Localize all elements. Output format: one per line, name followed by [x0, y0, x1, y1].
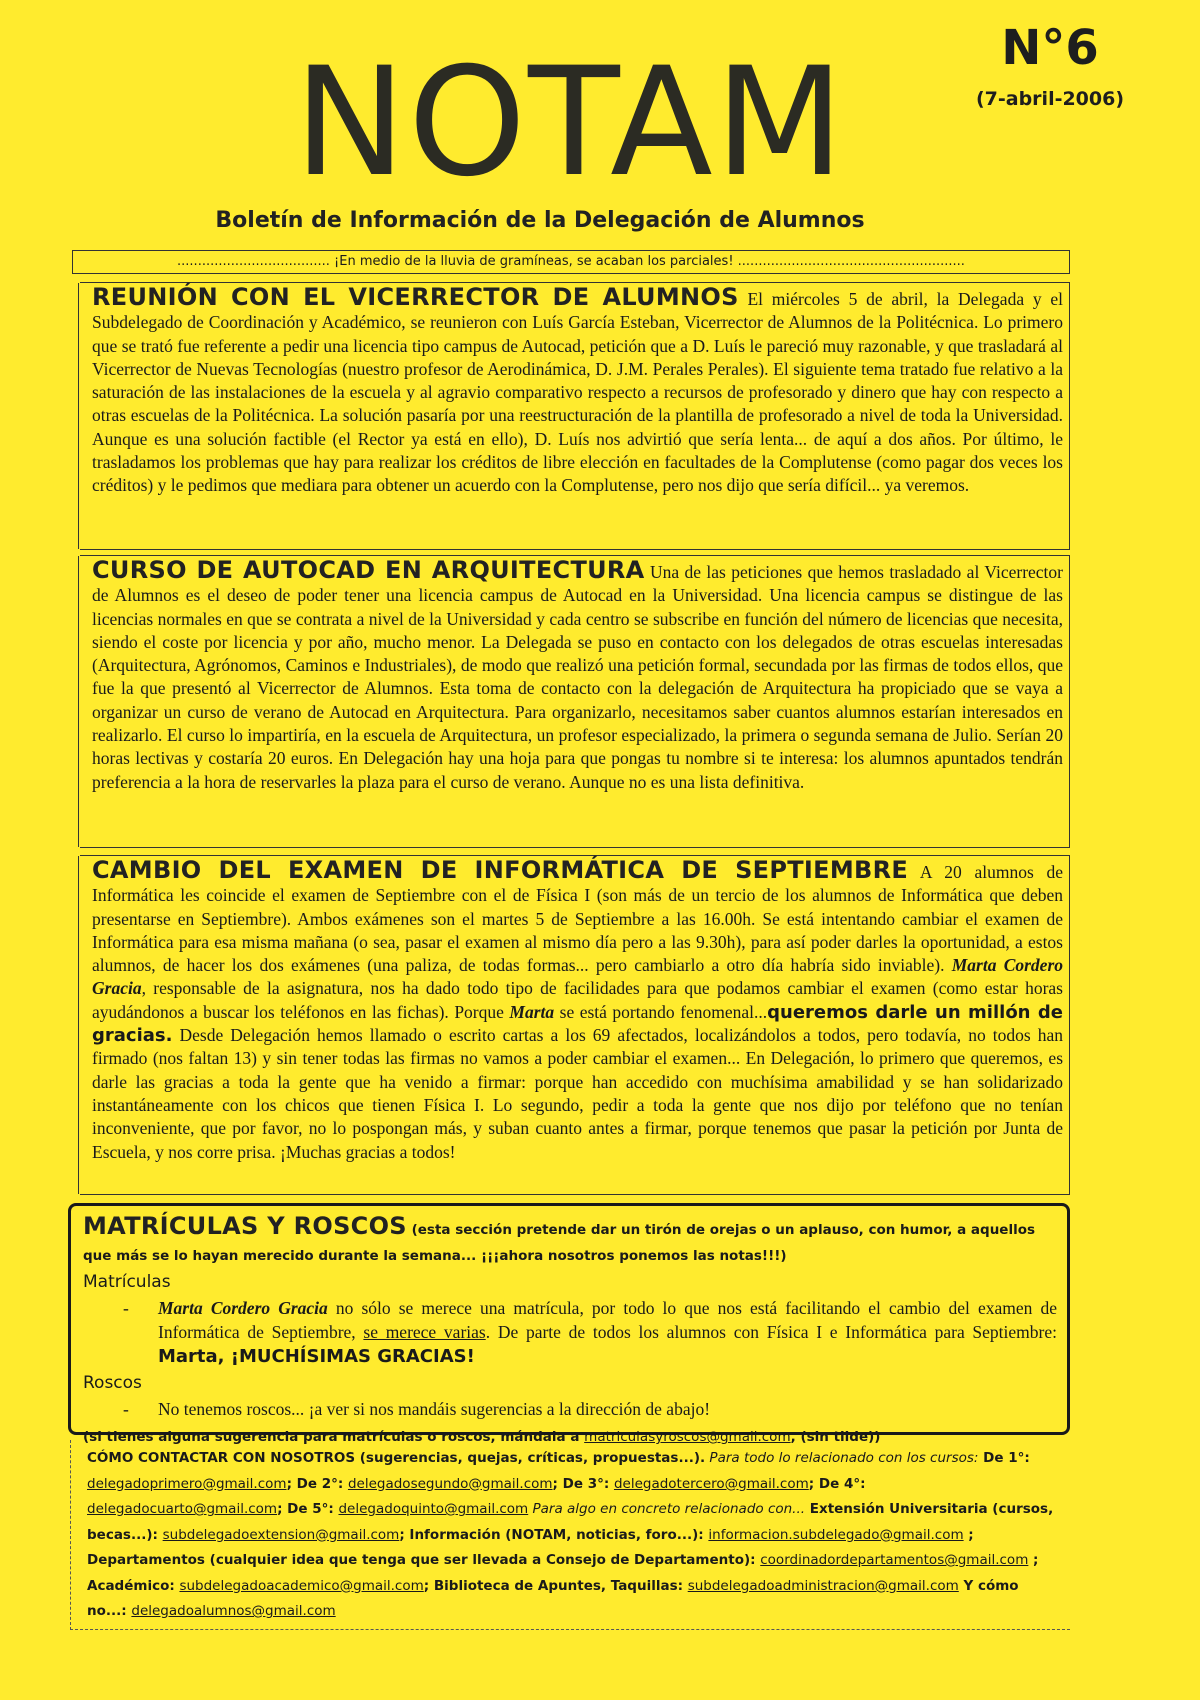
email-link[interactable]: delegadoquinto@gmail.com [338, 1501, 529, 1517]
contact-label: ; De 4°: [808, 1475, 866, 1492]
section-matriculas-roscos [68, 1203, 1070, 1445]
item-text: no sólo se merece una matrícula, por todo lo que nos está facilitando el cambio del examen de Informática de Septiembre, [158, 1298, 1058, 1342]
email-link[interactable]: delegadotercero@gmail.com [613, 1475, 809, 1492]
email-link[interactable]: delegadoprimero@gmail.com [87, 1475, 287, 1492]
newsletter-logo: NOTAM [293, 36, 847, 210]
issue-number: N°6 [1001, 20, 1099, 76]
header [0, 0, 1200, 240]
section-reunion [80, 282, 1070, 550]
email-link[interactable]: coordinadordepartamentos@gmail.com [760, 1552, 1029, 1568]
contact-label: Y cómo no...: [87, 1577, 1019, 1619]
contact-label: ; Información (NOTAM, noticias, foro...): [399, 1526, 709, 1543]
email-link[interactable]: subdelegadoadministracion@gmail.com [687, 1577, 959, 1594]
contact-label: ; Biblioteca de Apuntes, Taquillas: [423, 1577, 688, 1594]
email-link[interactable]: subdelegadoextension@gmail.com [162, 1526, 400, 1543]
section-body: A 20 alumnos de Informática les coincide el examen de Septiembre con el de Física I (son más de un tercio de los alumnos de Informática que deben presentarse en Septiembre). Ambos exámenes son el martes 5 de Septiembre a las 16.00h. Se está intentando cambiar el examen de Informática para esa misma mañana (o sea, pasar el examen al mismo día pero a las 9.30h), para así poder darles la oportunidad, a estos alumnos, de hacer los dos exámenes (una paliza, de todas formas... pero cambiarlo a otro día habría sido inviable). [92, 862, 1063, 976]
contact-intro: Para algo en concreto relacionado con... [528, 1501, 806, 1517]
email-link[interactable]: delegadoalumnos@gmail.com [131, 1603, 336, 1619]
issue-date: (7-abril-2006) [975, 88, 1125, 110]
item-underlined: se merece varias [363, 1322, 486, 1342]
bullet-dash: - [123, 1399, 129, 1419]
thanks-shout: Marta, ¡MUCHÍSIMAS GRACIAS! [158, 1346, 475, 1367]
contact-label: De 1°: [978, 1450, 1030, 1466]
section-intro: (esta sección pretende dar un tirón de orejas o un aplauso, con humor, a aquellos que más se lo hayan merecido durante la semana... ¡¡¡ahora nosotros ponemos las notas!!!) [83, 1222, 1036, 1264]
contact-label: ; De 5°: [277, 1501, 339, 1517]
section-body: Desde Delegación hemos llamado o escrito cartas a los 69 afectados, localizándolos a todos, pero todavía, no todos han firmado (nos faltan 13) y sin tener todas las firmas no vamos a poder cambiar el examen... En Delegación, lo primero que queremos, es darle las gracias a toda la gente que ha venido a firmar: porque han accedido con muchísima amabilidad y se han solidarizado instantáneamente con los chicos que tienen Física I. Lo segundo, pedir a toda la gente que nos dijo por teléfono que no tenían inconveniente, que por favor, no lo pospongan más, y suban cuanto antes a firmar, porque tenemos que pasar la petición por Junta de Escuela, y nos corre prisa. ¡Muchas gracias a todos! [92, 1025, 1063, 1162]
email-link[interactable]: subdelegadoacademico@gmail.com [179, 1577, 424, 1594]
newsletter-subtitle: Boletín de Información de la Delegación de Alumnos [215, 208, 865, 233]
section-title: REUNIÓN CON EL VICERRECTOR DE ALUMNOS [92, 283, 739, 311]
item-text: No tenemos roscos... ¡a ver si nos mandáis sugerencias a la dirección de abajo! [158, 1399, 711, 1419]
section-title: CURSO DE AUTOCAD EN ARQUITECTURA [92, 556, 645, 584]
list-item [123, 1397, 1057, 1421]
roscos-label: Roscos [83, 1373, 142, 1393]
item-text: . De parte de todos los alumnos con Física I e Informática para Septiembre: [485, 1322, 1057, 1342]
email-link[interactable]: delegadosegundo@gmail.com [347, 1475, 553, 1492]
email-link[interactable]: informacion.subdelegado@gmail.com [708, 1526, 964, 1543]
section-autocad [80, 555, 1070, 848]
contact-label: Extensión Universitaria (cursos, becas...): [87, 1501, 1054, 1543]
email-link[interactable]: delegadocuarto@gmail.com [87, 1501, 278, 1517]
contact-label: ; Académico: [87, 1552, 1039, 1594]
section-title: MATRÍCULAS Y ROSCOS [83, 1212, 407, 1240]
contact-label: ; De 3°: [552, 1475, 614, 1492]
section-body: Una de las peticiones que hemos trasladado al Vicerrector de Alumnos es el deseo de poder tener una licencia campus de Autocad en la Universidad. Una licencia campus se distingue de las licencias normales en que se contrata a nivel de la Universidad y cada centro se subscribe en función del número de licencias que necesita, siendo el coste por licencia y por año, mucho menor. La Delegada se puso en contacto con los delegados de otras escuelas interesadas (Arquitectura, Agrónomos, Caminos e Industriales), de modo que realizó una petición formal, secundada por las firmas de todos ellos, que fue la que presentó al Vicerrector de Alumnos. Esta toma de contacto con la delegación de Arquitectura ha propiciado que se vaya a organizar un curso de verano de Autocad en Arquitectura. Para organizarlo, necesitamos saber cuantos alumnos estarían interesados en realizarlo. El curso lo impartiría, en la escuela de Arquitectura, un profesor especializado, la primera o segunda semana de Julio. Serían 20 horas lectivas y costaría 20 euros. En Delegación hay una hoja para que pongas tu nombre si te interesa: los alumnos apuntados tendrán preferencia a la hora de reservarles la plaza para el curso de verano. Aunque no es una lista definitiva. [92, 562, 1064, 792]
person-name: Marta Cordero Gracia [92, 955, 1064, 999]
matriculas-label: Matrículas [83, 1272, 171, 1292]
person-name: Marta [509, 1001, 555, 1022]
section-body: se está portando fenomenal... [554, 1001, 768, 1022]
section-contacto [70, 1440, 1070, 1630]
contact-intro: Para todo lo relacionado con los cursos: [705, 1450, 979, 1466]
section-title: CÓMO CONTACTAR CON NOSOTROS (sugerencias, quejas, críticas, propuestas...). [87, 1450, 706, 1466]
footer-text: (si tienes alguna sugerencia para matrículas o roscos, mándala a [83, 1429, 585, 1445]
section-examen [80, 855, 1070, 1195]
list-item [123, 1296, 1057, 1369]
section-body: El miércoles 5 de abril, la Delegada y el Subdelegado de Coordinación y Académico, se reunieron con Luís García Esteban, Vicerrector de Alumnos de la Politécnica. Lo primero que se trató fue referente a pedir una licencia tipo campus de Autocad, petición que a D. Luís le pareció muy razonable, y que trasladará al Vicerrector de Nuevas Tecnologías (nuestro profesor de Aerodinámica, D. J.M. Perales Perales). El siguiente tema tratado fue relativo a la saturación de las instalaciones de la escuela y al agravio comparativo respecto a recursos de profesorado y dinero que hay con respecto a otras escuelas de la Politécnica. La solución pasaría por una reestructuración de la plantilla de profesorado a nivel de toda la Universidad. Aunque es una solución factible (el Rector ya está en ello), D. Luís nos advirtió que sería lenta... de aquí a dos años. Por último, le trasladamos los problemas que hay para realizar los créditos de libre elección en facultades de la Complutense (como pagar dos veces los créditos) y le pedimos que mediara para obtener un acuerdo con la Complutense, pero nos dijo que sería difícil... ya veremos. [92, 289, 1063, 496]
footer-text: , (sin tilde)) [790, 1429, 881, 1445]
tagline: ..................................... ¡En medio de la lluvia de gramíneas, se acaban los parciales! ....................................................... [72, 250, 1070, 274]
contact-label: ; Departamentos (cualquier idea que tenga que ser llevada a Consejo de Departamento): [87, 1526, 974, 1568]
email-link[interactable]: matriculasyroscos@gmail.com [584, 1429, 791, 1445]
section-body: , responsable de la asignatura, nos ha dado todo tipo de facilidades para que podamos cambiar el examen (como estar horas ayudándonos a buscar los teléfonos en las fichas). Porque [92, 978, 1063, 1022]
person-name: Marta Cordero Gracia [158, 1298, 328, 1318]
bullet-dash: - [123, 1298, 129, 1318]
thanks-highlight: queremos darle un millón de gracias. [92, 1001, 1063, 1047]
section-title: CAMBIO DEL EXAMEN DE INFORMÁTICA DE SEPTIEMBRE [92, 856, 909, 884]
contact-label: ; De 2°: [286, 1475, 348, 1492]
